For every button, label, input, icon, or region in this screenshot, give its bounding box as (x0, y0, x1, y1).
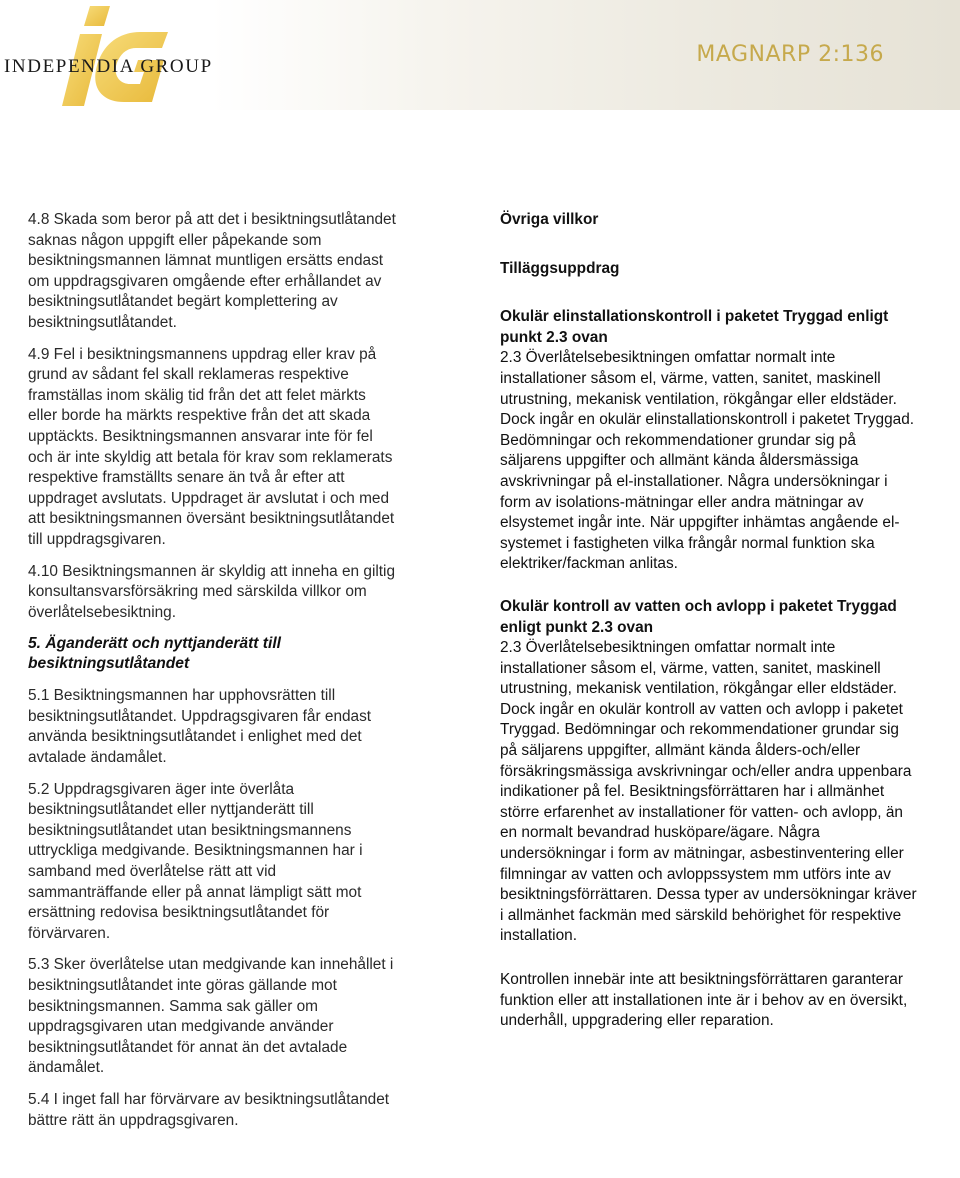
company-logo-text: INDEPENDIA GROUP (4, 56, 213, 77)
water-control-title: Okulär kontroll av vatten och avlopp i paketet Tryggad enligt punkt 2.3 ovan (500, 597, 897, 636)
el-control-title: Okulär elinstallationskontroll i paketet Tryggad enligt punkt 2.3 ovan (500, 308, 889, 346)
water-control-body: 2.3 Överlåtelsebesiktningen omfattar normalt inte installationer såsom el, värme, vatten, sanitet, maskinell utrustning, mekanisk ventilation, rökgångar eller eldstäder. Dock ingår en okulär kontroll av vatten och avlopp i paketet Tryggad. Bedömningar och rekommendationer grundar sig på säljarens uppgifter, allmänt kända ålders-och/eller försäkringsmässiga avskrivningar och/eller andra uppenbara indikationer på fel. Besiktningsförrättaren har i allmänhet större erfarenhet av installationer för vatten- och avlopp, än en normalt bevandrad husköpare/ägare. Några undersökningar i form av mätningar, asbestinventering eller filmningar av vatten och avloppssystem mm utförs inte av besiktningsförrättaren. Dessa typer av undersökningar kräver i allmänhet fackmän med särskild behörighet för respektive installation. (500, 639, 917, 945)
paragraph-4-8: 4.8 Skada som beror på att det i besiktningsutlåtandet saknas någon uppgift eller påpekande som besiktningsmannen lämnat muntligen ersätts endast om uppdragsgivaren omgående efter erhållandet av besiktningsutlåtandet begärt komplettering av besiktningsutlåtandet. (28, 211, 396, 331)
page-header (0, 0, 960, 110)
paragraph-4-10: 4.10 Besiktningsmannen är skyldig att inneha en giltig konsultansvarsförsäkring med särskilda villkor om överlåtelsebesiktning. (28, 562, 396, 621)
paragraph-4-9: 4.9 Fel i besiktningsmannens uppdrag eller krav på grund av sådant fel skall reklameras respektive framställas inom skälig tid från det att felet märkts eller borde ha märkts respektive från det att skada upptäckts. Besiktningsmannen ansvarar inte för fel och är inte skyldig att betala för krav som reklamerats respektive framställts senare än två år efter att uppdraget avslutats. Uppdraget är avslutat i och med att besiktningsmannen översänt besiktningsutlåtandet till uppdragsgivaren. (28, 345, 395, 548)
right-column (500, 210, 920, 1032)
paragraph-5-2: 5.2 Uppdragsgivaren äger inte överlåta besiktningsutlåtandet eller nyttjanderätt till besiktningsutlåtandet utan besiktningsmannens uttryckliga medgivande. Besiktningsmannen har i samband med överlåtelse rätt att vid sammanträffande eller på annat lämpligt sätt mot ersättning redovisa besiktningsutlåtandet för förvärvaren. (28, 780, 363, 942)
section-5-heading: 5. Äganderätt och nyttjanderätt till besiktningsutlåtandet (28, 635, 281, 673)
heading-ovriga-villkor: Övriga villkor (500, 211, 599, 228)
paragraph-5-1: 5.1 Besiktningsmannen har upphovsrätten till besiktningsutlåtandet. Uppdragsgivaren får endast använda besiktningsutlåtandet i enlighet med det avtalade ändamålet. (28, 687, 372, 767)
left-column (28, 210, 398, 1142)
closing-paragraph: Kontrollen innebär inte att besiktningsförrättaren garanterar funktion eller att installationen inte är i behov av en översikt, underhåll, uppgradering eller reparation. (500, 971, 908, 1030)
paragraph-5-3: 5.3 Sker överlåtelse utan medgivande kan innehållet i besiktningsutlåtandet inte göras gällande mot besiktningsmannen. Samma sak gäller om uppdragsgivaren utan medgivande använder besiktningsutlåtandet för annat än det avtalade ändamålet. (28, 956, 394, 1077)
paragraph-5-4: 5.4 I inget fall har förvärvare av besiktningsutlåtandet bättre rätt än uppdragsgivaren. (28, 1090, 390, 1129)
heading-tillaggsuppdrag: Tilläggsuppdrag (500, 259, 620, 277)
ig-logo-icon (56, 2, 176, 108)
el-control-body: 2.3 Överlåtelsebesiktningen omfattar normalt inte installationer såsom el, värme, vatten, sanitet, maskinell utrustning, mekanisk ventilation, rökgångar eller eldstäder. Dock ingår en okulär elinstallationskontroll i paketet Tryggad. Bedömningar och rekommendationer grundar sig på säljarens uppgifter och allmänt kända åldersmässiga avskrivningar på el-installationer. Några undersökningar i form av isolations-mätningar eller andra mätningar av elsystemet ingår inte. När uppgifter inhämtas angående el-systemet i fastigheten vilka frångår normal funktion ska elektriker/fackman anlitas. (500, 349, 915, 573)
document-reference: MAGNARP 2:136 (696, 42, 884, 67)
